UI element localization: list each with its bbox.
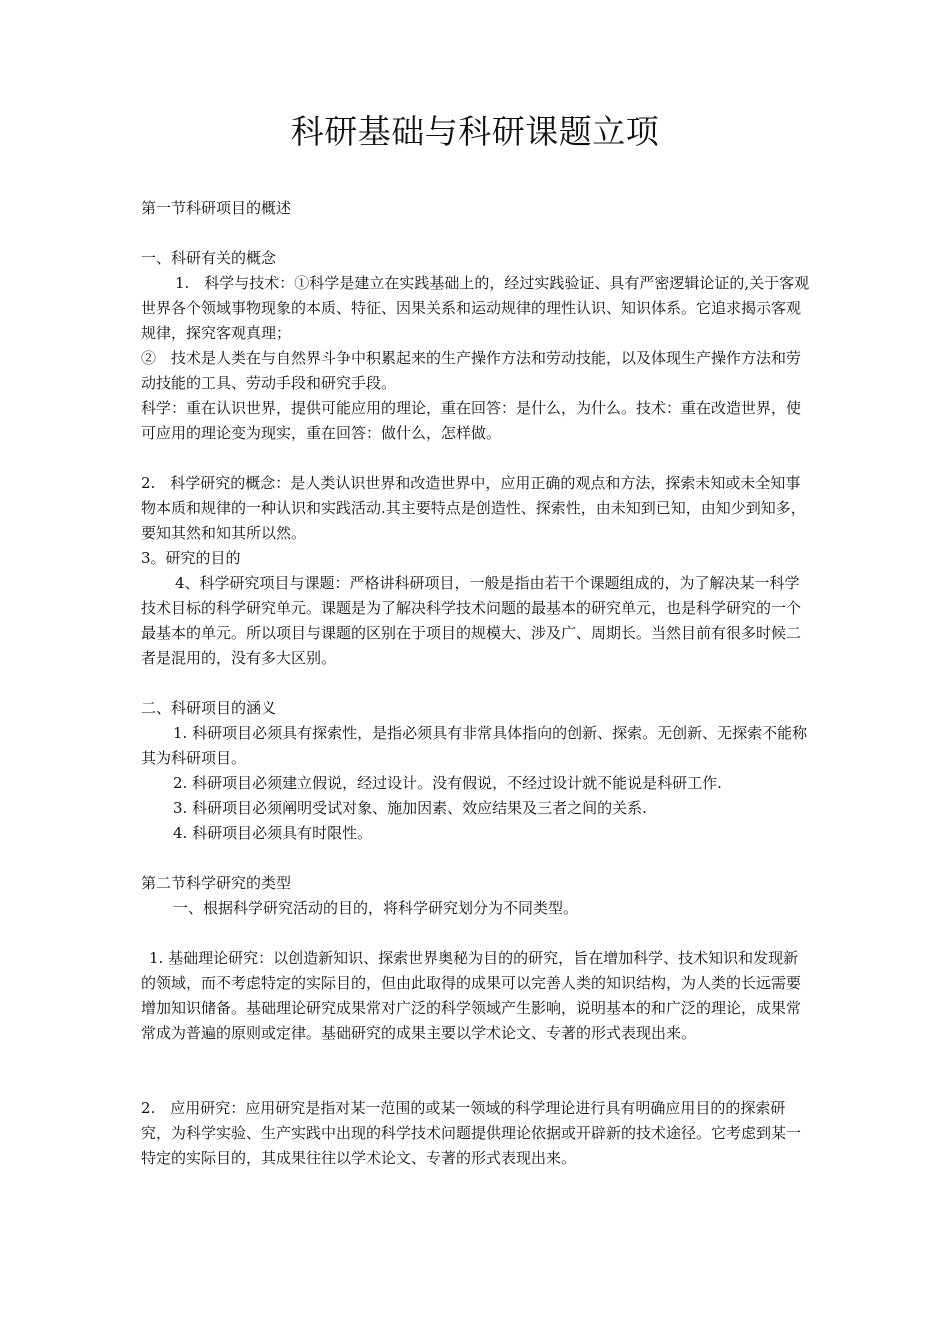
section-1-heading: 第一节科研项目的概述 (141, 199, 292, 217)
paragraph-research-purpose: 3。研究的目的 (141, 549, 241, 567)
paragraph-applied-research: 2. 应用研究：应用研究是指对某一范围的或某一领域的科学理论进行具有明确应用目的的探索研究，为科学实验、生产实践中出现的科学技术问题提供理论依据或开辟新的技术途径。它考虑到某一特定的实际目的，其成果往往以学术论文、专著的形式表现出来。 (141, 1099, 802, 1167)
section-2-intro: 一、根据科学研究活动的目的，将科学研究划分为不同类型。 (173, 899, 579, 917)
section-2-heading: 第二节科学研究的类型 (141, 874, 292, 892)
spacer (141, 221, 813, 246)
document-body (141, 196, 813, 1171)
paragraph-technology-definition: ② 技术是人类在与自然界斗争中积累起来的生产操作方法和劳动技能，以及体现生产操作方法和劳动技能的工具、劳动手段和研究手段。 (141, 349, 802, 392)
list-item-time-limit: 4. 科研项目必须具有时限性。 (173, 824, 373, 842)
part-2-heading: 二、科研项目的涵义 (141, 699, 277, 717)
paragraph-research-concept: 2. 科学研究的概念：是人类认识世界和改造世界中，应用正确的观点和方法，探索未知或未全知事物本质和规律的一种认识和实践活动.其主要特点是创造性、探索性，由未知到已知，由知少到知多，要知其然和知其所以然。 (141, 474, 806, 542)
part-1-heading: 一、科研有关的概念 (141, 249, 277, 267)
list-item-subjects-factors: 3. 科研项目必须阐明受试对象、施加因素、效应结果及三者之间的关系. (173, 799, 647, 817)
paragraph-basic-research: 1. 基础理论研究：以创造新知识、探索世界奥秘为目的的研究，旨在增加科学、技术知识和发现新的领域，而不考虑特定的实际目的，但由此取得的成果可以完善人类的知识结构，为人类的长远需要增加知识储备。基础理论研究成果常对广泛的科学领域产生影响，说明基本的和广泛的理论，成果常常成为普遍的原则或定律。基础研究的成果主要以学术论文、专著的形式表现出来。 (141, 949, 802, 1042)
spacer (141, 1046, 813, 1096)
paragraph-project-and-topic: 4、科学研究项目与课题：严格讲科研项目，一般是指由若干个课题组成的，为了解决某一科学技术目标的科学研究单元。课题是为了解决科学技术问题的最基本的研究单元，也是科学研究的一个最基本的单元。所以项目与课题的区别在于项目的规模大、涉及广、周期长。当然目前有很多时候二者是混用的，没有多大区别。 (141, 574, 802, 667)
document-title: 科研基础与科研课题立项 (290, 112, 660, 151)
spacer (141, 671, 813, 696)
spacer (141, 846, 813, 871)
spacer (141, 446, 813, 471)
paragraph-science-vs-technology: 科学：重在认识世界，提供可能应用的理论，重在回答：是什么，为什么。技术：重在改造世界，使可应用的理论变为现实，重在回答：做什么，怎样做。 (141, 399, 802, 442)
paragraph-science-and-technology: 1. 科学与技术：①科学是建立在实践基础上的，经过实践验证、具有严密逻辑论证的,关于客观世界各个领域事物现象的本质、特征、因果关系和运动规律的理性认识、知识体系。它追求揭示客观规律，探究客观真理； (141, 274, 810, 342)
spacer (141, 921, 813, 946)
list-item-exploratory: 1. 科研项目必须具有探索性，是指必须具有非常具体指向的创新、探索。无创新、无探索不能称其为科研项目。 (141, 724, 808, 767)
list-item-hypothesis: 2. 科研项目必须建立假说，经过设计。没有假说，不经过设计就不能说是科研工作. (173, 774, 722, 792)
